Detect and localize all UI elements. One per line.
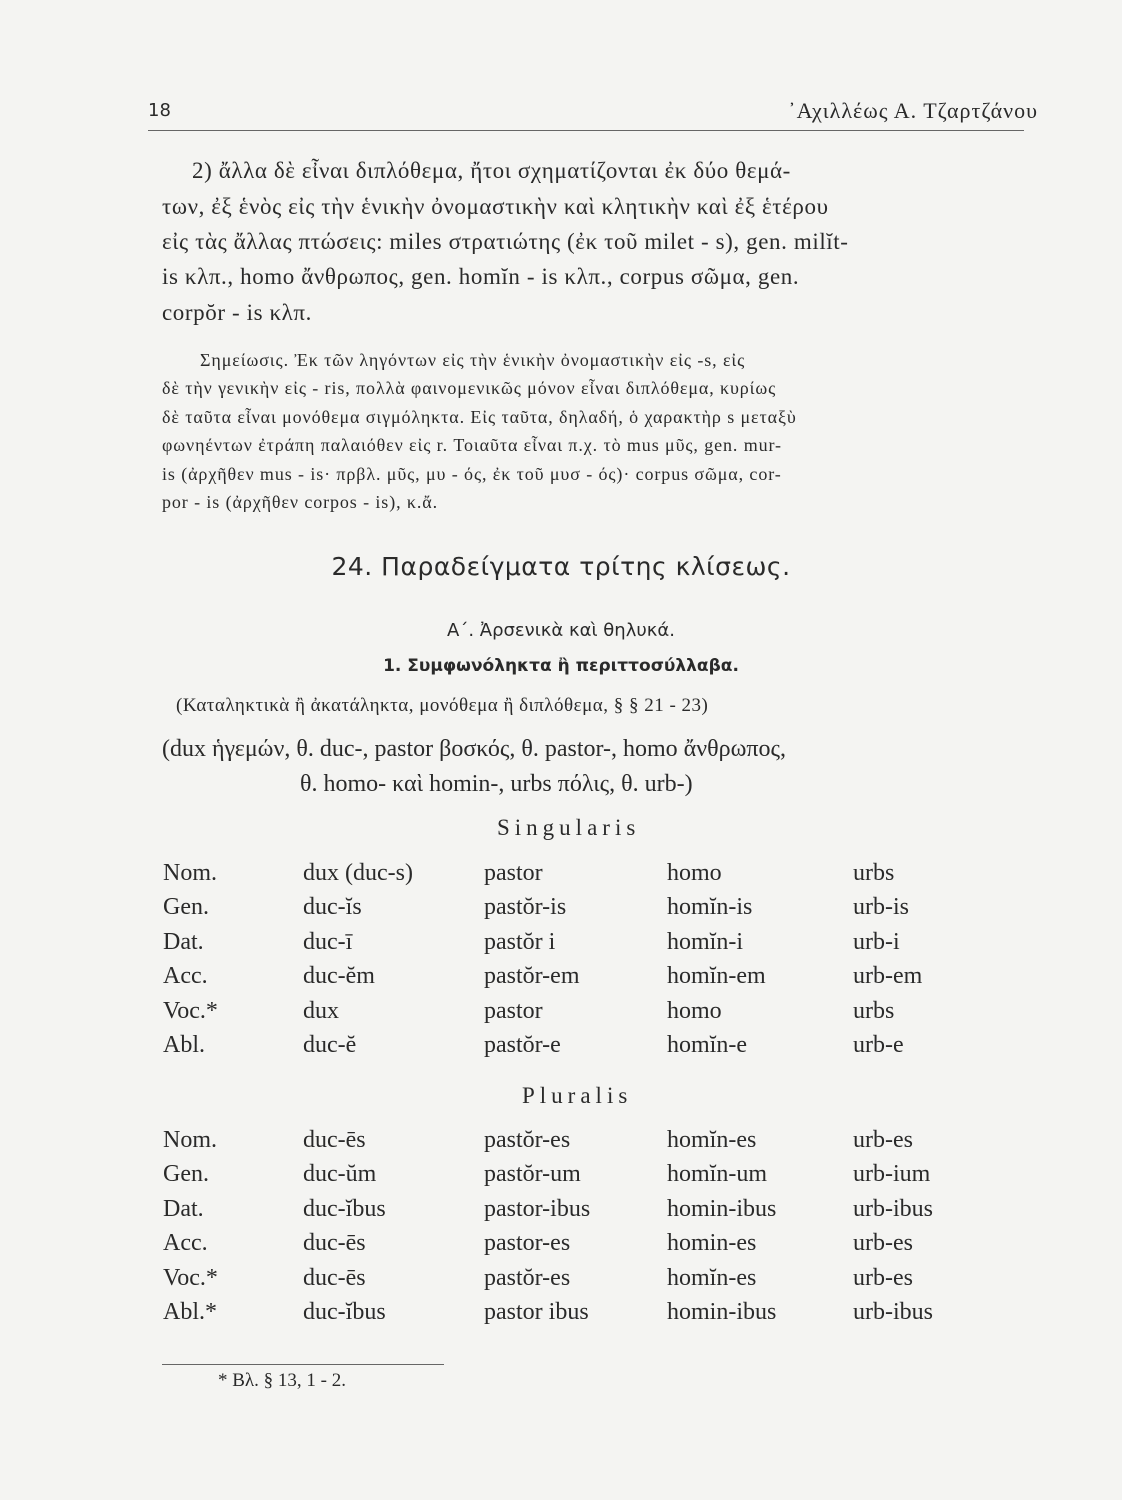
footnote: * Βλ. § 13, 1 - 2. (218, 1370, 346, 1391)
page-number: 18 (148, 100, 171, 121)
table-cell: pastŏr i (484, 928, 556, 955)
section-subtitle: Α΄. Ἀρσενικὰ καὶ θηλυκά. (447, 620, 675, 641)
parenthetical-note: (Καταληκτικὰ ἢ ἀκατάληκτα, μονόθεμα ἢ διπλόθεμα, § § 21 - 23) (176, 695, 709, 716)
section-subsubtitle: 1. Συμφωνόληκτα ἢ περιττοσύλλαβα. (383, 656, 739, 676)
table-cell: pastŏr-is (484, 894, 567, 921)
footnote-rule (162, 1364, 444, 1365)
table-cell: duc-ĭbus (303, 1195, 386, 1222)
table-cell: homĭn-um (667, 1161, 767, 1188)
table-cell: homo (667, 997, 722, 1024)
table-cell: urb-ium (853, 1161, 931, 1188)
singular-heading: Singularis (497, 815, 641, 840)
table-cell: duc-ēs (303, 1127, 366, 1153)
paragraph-line: corpŏr - is κλπ. (162, 300, 312, 325)
table-cell: urb-ibus (853, 1195, 933, 1222)
case-label: Acc. (163, 963, 208, 990)
table-cell: pastor (484, 860, 543, 886)
case-label: Dat. (163, 928, 204, 955)
table-cell: duc-ĕm (303, 963, 375, 990)
table-cell: urbs (853, 997, 895, 1024)
plural-heading: Pluralis (522, 1083, 633, 1108)
table-cell: urb-e (853, 1032, 904, 1058)
case-label: Dat. (163, 1195, 204, 1222)
note-line: Σημείωσις. Ἐκ τῶν ληγόντων εἰς τὴν ἑνικὴν ὀνομαστικὴν εἰς -s, εἰς (200, 350, 746, 370)
note-line: is (ἀρχῆθεν mus - is· πρβλ. μῦς, μυ - ός, ἐκ τοῦ μυσ - ός)· corpus σῶμα, cor- (162, 464, 782, 484)
table-cell: duc-ĭs (303, 894, 362, 921)
table-cell: urb-es (853, 1230, 913, 1257)
table-cell: duc-ēs (303, 1230, 366, 1257)
paragraph-line: εἰς τὰς ἄλλας πτώσεις: miles στρατιώτης (ἐκ τοῦ milet - s), gen. milĭt- (162, 229, 849, 254)
paragraph-line: 2) ἄλλα δὲ εἶναι διπλόθεμα, ἤτοι σχηματίζονται ἐκ δύο θεμά- (192, 158, 791, 183)
table-cell: urb-i (853, 928, 900, 955)
table-cell: urb-es (853, 1127, 913, 1153)
case-label: Gen. (163, 1161, 209, 1188)
paragraph-line: is κλπ., homo ἄνθρωπος, gen. homĭn - is κλπ., corpus σῶμα, gen. (162, 264, 800, 289)
case-label: Nom. (163, 1127, 217, 1153)
table-cell: duc-ĕ (303, 1032, 357, 1058)
example-line: θ. homo- καὶ homin-, urbs πόλις, θ. urb-) (300, 771, 693, 797)
note-line: φωνηέντων ἐτράπη παλαιόθεν εἰς r. Τοιαῦτα εἶναι π.χ. τὸ mus μῦς, gen. mur- (162, 435, 782, 455)
table-cell: pastor (484, 997, 543, 1024)
table-cell: pastŏr-um (484, 1161, 581, 1188)
table-cell: homĭn-es (667, 1264, 757, 1291)
table-cell: dux (303, 997, 339, 1024)
table-cell: homĭn-i (667, 928, 743, 955)
table-cell: homin-ibus (667, 1195, 777, 1222)
table-cell: urb-ibus (853, 1299, 933, 1325)
table-cell: duc-ēs (303, 1264, 366, 1291)
table-cell: duc-ŭm (303, 1161, 377, 1188)
table-cell: pastor-es (484, 1230, 571, 1257)
table-cell: pastŏr-em (484, 963, 580, 990)
section-heading: 24. Παραδείγματα τρίτης κλίσεως. (331, 552, 791, 581)
note-line: δὲ τὴν γενικὴν εἰς - ris, πολλὰ φαινομενικῶς μόνον εἶναι διπλόθεμα, κυρίως (162, 378, 777, 398)
table-cell: homĭn-e (667, 1032, 747, 1058)
case-label: Abl.* (163, 1299, 217, 1325)
case-label: Nom. (163, 860, 217, 886)
header-rule (148, 130, 1024, 131)
table-cell: homin-es (667, 1230, 757, 1257)
paragraph-line: των, ἐξ ἑνὸς εἰς τὴν ἑνικὴν ὀνομαστικὴν καὶ κλητικὴν καὶ ἐξ ἑτέρου (162, 194, 829, 219)
table-cell: urb-is (853, 894, 909, 921)
table-cell: urb-es (853, 1264, 913, 1291)
table-cell: urbs (853, 860, 895, 886)
table-cell: dux (duc-s) (303, 860, 413, 886)
case-label: Acc. (163, 1230, 208, 1257)
example-line: (dux ἡγεμών, θ. duc-, pastor βοσκός, θ. pastor-, homo ἄνθρωπος, (162, 736, 786, 762)
case-label: Voc.* (163, 1264, 218, 1291)
note-line: δὲ ταῦτα εἶναι μονόθεμα σιγμόληκτα. Εἰς ταῦτα, δηλαδή, ὁ χαρακτὴρ s μεταξὺ (162, 407, 797, 427)
table-cell: homĭn-is (667, 894, 753, 921)
table-cell: homĭn-em (667, 963, 766, 990)
table-cell: pastŏr-es (484, 1264, 571, 1291)
running-title: ᾿Αχιλλέως Α. Τζαρτζάνου (788, 98, 1038, 123)
table-cell: urb-em (853, 963, 923, 990)
table-cell: duc-ī (303, 928, 353, 955)
table-cell: pastor ibus (484, 1299, 589, 1325)
table-cell: homin-ibus (667, 1299, 777, 1325)
table-cell: homo (667, 860, 722, 886)
case-label: Voc.* (163, 997, 218, 1024)
case-label: Abl. (163, 1032, 205, 1058)
table-cell: pastor-ibus (484, 1195, 591, 1222)
table-cell: homĭn-es (667, 1127, 757, 1153)
table-cell: pastŏr-es (484, 1127, 571, 1153)
note-line: por - is (ἀρχῆθεν corpos - is), κ.ἄ. (162, 492, 439, 512)
case-label: Gen. (163, 894, 209, 921)
table-cell: duc-ĭbus (303, 1299, 386, 1325)
table-cell: pastŏr-e (484, 1032, 561, 1058)
